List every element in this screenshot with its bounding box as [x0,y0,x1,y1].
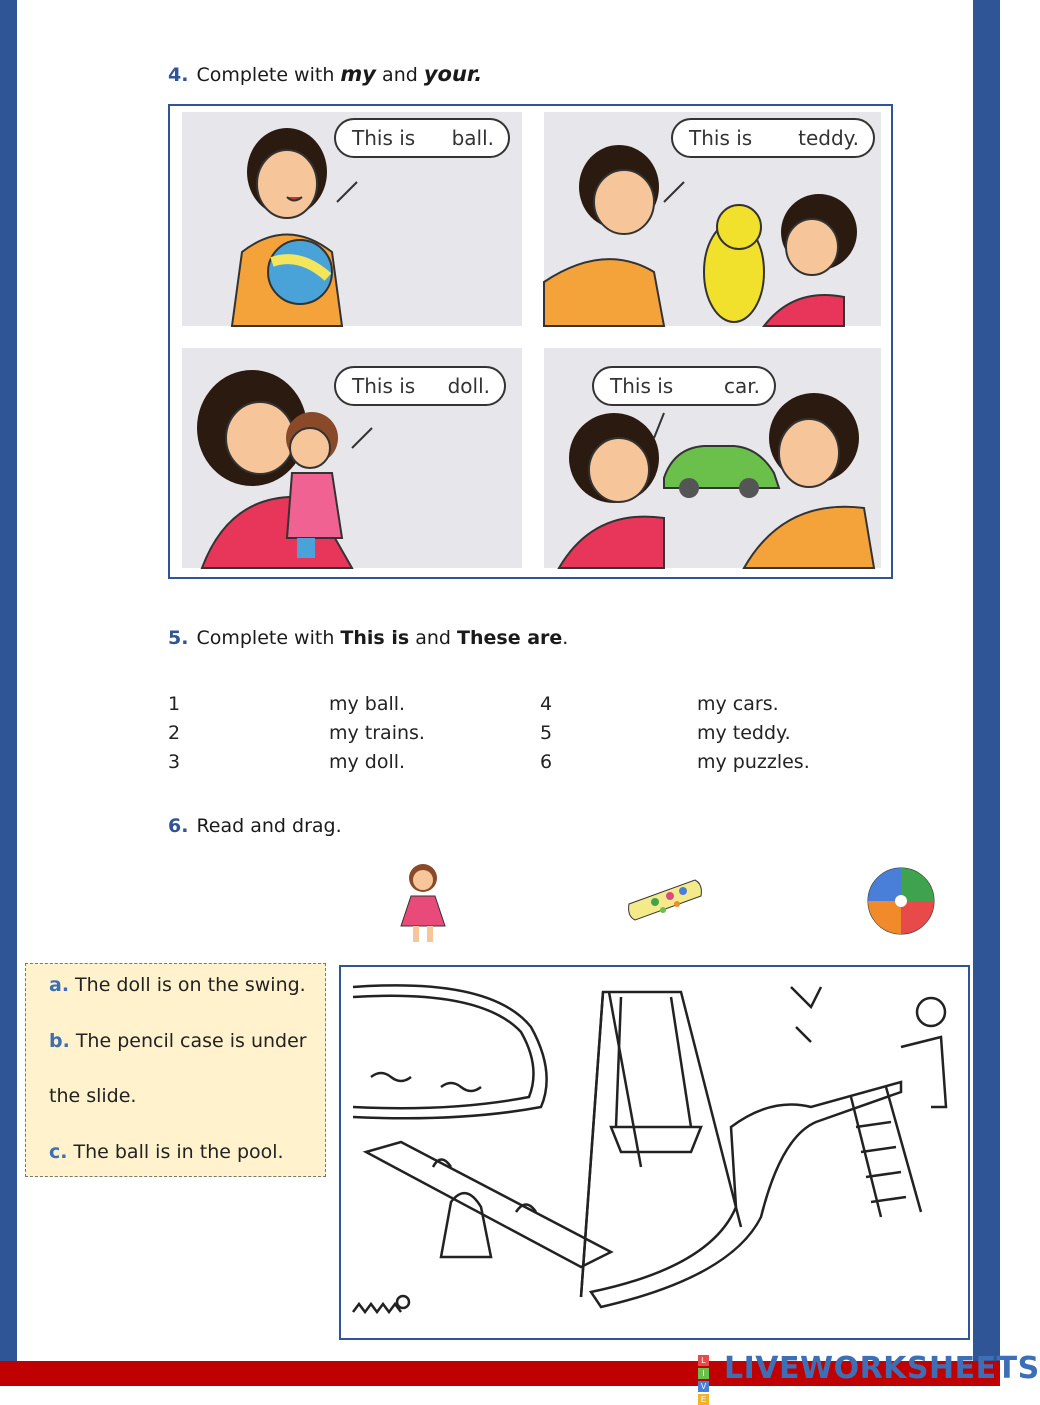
comic-panel-car [544,348,881,568]
sentence-a-letter: a. [49,974,70,996]
bubble-3-end: doll. [447,374,490,398]
playground-drop-area[interactable] [339,965,970,1340]
exercise-4-text: Complete with [196,64,335,86]
item-4-number: 4 [540,693,553,715]
sentence-b-letter: b. [49,1030,70,1052]
phrase-these-are: These are [457,627,563,649]
exercise-5-number: 5. [168,627,189,649]
exercise-6-heading [168,815,342,837]
speech-bubble-4 [592,366,776,406]
sentence-c [49,1141,284,1163]
exercise-4-number: 4. [168,64,189,86]
item-6-text: my puzzles. [697,751,810,773]
and-word-5: and [415,627,451,649]
sentence-a [49,974,306,996]
exercise-5-text: Complete with [196,627,335,649]
word-my: my [340,62,376,86]
bubble-3-start: This is [352,374,416,398]
comic-panel-teddy [544,112,881,326]
speech-bubble-2 [671,118,875,158]
pencil-case-icon[interactable] [625,874,705,929]
doll-icon[interactable] [393,860,453,955]
item-3-number: 3 [168,751,181,773]
phrase-this-is: This is [340,627,410,649]
sentence-b-text: The pencil case is under [75,1030,307,1052]
comic-panel-ball [182,112,522,326]
liveworksheets-logo-icon: L I V E [697,1354,721,1380]
ball-icon[interactable] [866,866,936,941]
bubble-4-end: car. [724,374,760,398]
word-your: your. [423,62,483,86]
sentence-b [49,1030,307,1052]
speech-bubble-1 [334,118,510,158]
exercise-6-text: Read and drag. [196,815,342,837]
exercise-6-number: 6. [168,815,189,837]
item-4-text: my cars. [697,693,779,715]
bubble-2-start: This is [689,126,753,150]
period: . [562,627,569,649]
item-1-number: 1 [168,693,181,715]
item-6-number: 6 [540,751,553,773]
sentence-b-cont [49,1085,136,1107]
sentence-a-text: The doll is on the swing. [75,974,306,996]
bubble-2-end: teddy. [798,126,859,150]
bubble-1-start: This is [352,126,416,150]
left-border [0,0,17,1386]
item-5-number: 5 [540,722,553,744]
and-word: and [382,64,418,86]
playground-illustration [341,967,968,1338]
item-3-text: my doll. [329,751,406,773]
sentence-c-text: The ball is in the pool. [73,1141,284,1163]
sentence-box [25,963,326,1177]
item-2-number: 2 [168,722,181,744]
item-2-text: my trains. [329,722,425,744]
liveworksheets-brand[interactable]: LIVEWORKSHEETS [724,1351,1040,1386]
exercise-5-heading [168,627,568,649]
bubble-4-start: This is [610,374,674,398]
bubble-1-end: ball. [451,126,494,150]
exercise-4-heading [168,62,482,86]
item-5-text: my teddy. [697,722,791,744]
comic-panel-doll [182,348,522,568]
right-border [973,0,1000,1386]
item-1-text: my ball. [329,693,406,715]
sentence-b-cont-text: the slide. [49,1085,137,1107]
sentence-c-letter: c. [49,1141,68,1163]
comic-frame [168,104,893,579]
speech-bubble-3 [334,366,506,406]
